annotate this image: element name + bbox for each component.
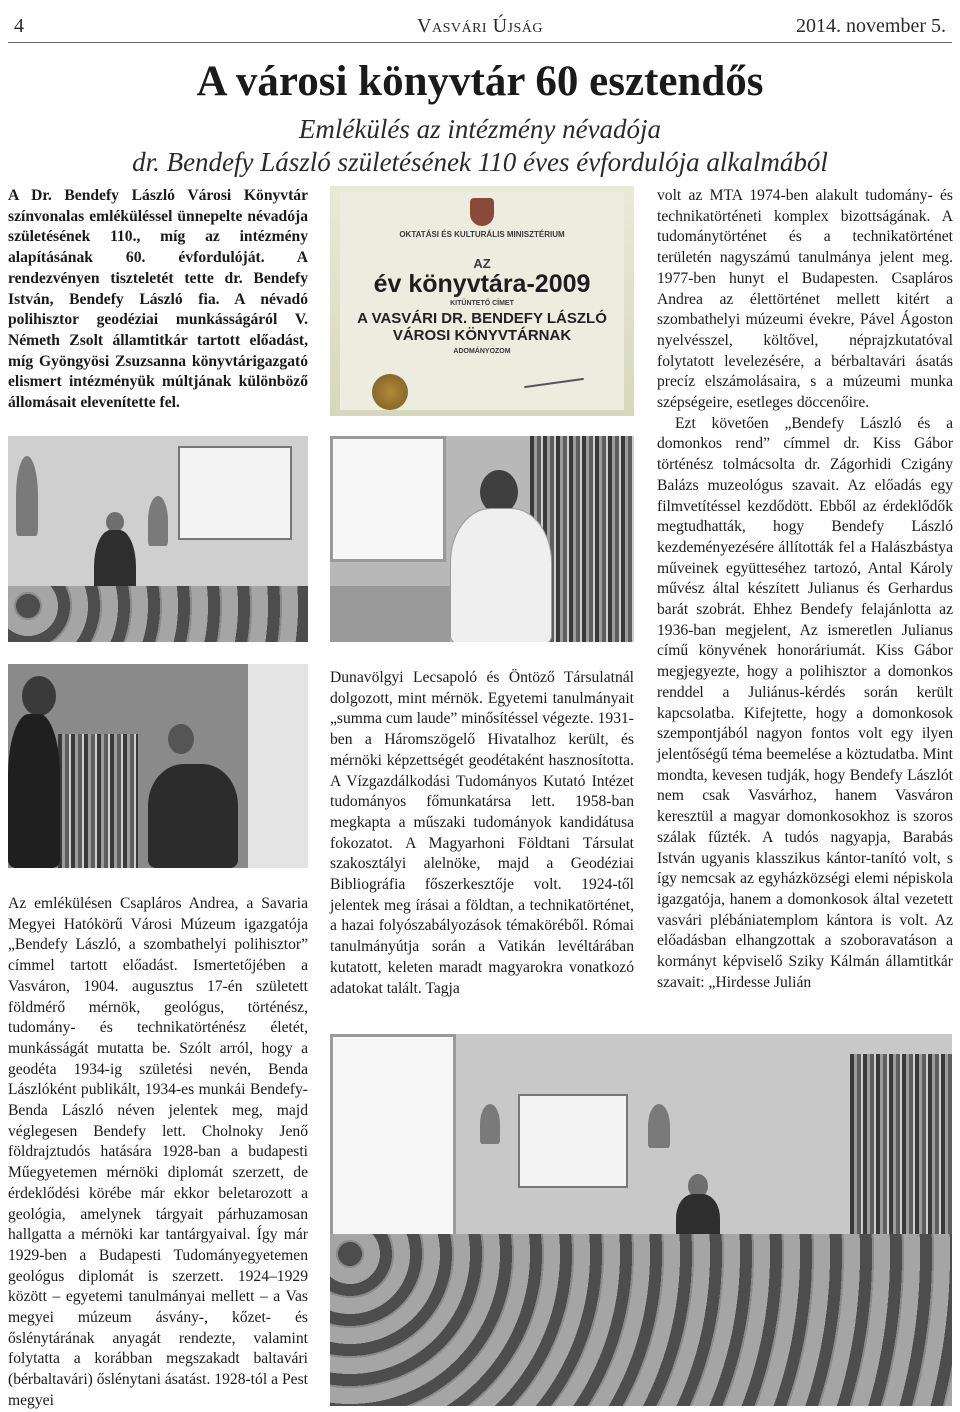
signature bbox=[524, 378, 584, 388]
photo-certificate bbox=[330, 186, 634, 416]
column-3-body bbox=[657, 186, 953, 993]
certificate-library: A VASVÁRI DR. BENDEFY LÁSZLÓ VÁROSI KÖNYVTÁRNAK bbox=[357, 310, 607, 344]
audience bbox=[8, 586, 308, 642]
article-title: A városi könyvtár 60 esztendős bbox=[196, 58, 764, 105]
certificate-ministry: OKTATÁSI ÉS KULTURÁLIS MINISZTÉRIUM bbox=[399, 230, 565, 239]
certificate-adomanyozom: ADOMÁNYOZOM bbox=[453, 348, 511, 355]
certificate-az: AZ bbox=[473, 256, 491, 271]
column-3-paragraph-1: volt az MTA 1974-ben alakult tudomány- és technikatörténeti komplex bizottságának. A tudománytörténet és a technikatörténet területén nagyszámú tanulmánya jelent meg. 1977-ben hunyt el Budapesten. Csapláros Andrea az élettörténet mellett kitért a szombathelyi múzeumi évekre, Pável Ágoston nyelvésszel, költővel, néprajzkutatóval folytatott levelezésére, a bérbaltavári ásatás precíz elszámolásaira, s a múzeumi munka szépségeire, esetleges döccenőire. bbox=[657, 187, 953, 412]
article-subtitle-line-1: Emlékülés az intézmény névadója bbox=[298, 114, 662, 144]
certificate-award: év könyvtára-2009 bbox=[373, 270, 591, 298]
photo-archival-bookshelf bbox=[8, 664, 308, 868]
man-reading bbox=[148, 764, 238, 868]
bookshelf bbox=[58, 734, 138, 868]
window bbox=[330, 436, 446, 562]
photo-library-event bbox=[330, 1034, 952, 1406]
page-number: 4 bbox=[14, 15, 24, 37]
newspaper-name: Vasvári Újság bbox=[417, 15, 543, 37]
column-3-paragraph-2: Ezt követően „Bendefy László és a domonkos rend” címmel dr. Kiss Gábor történész tolmácsolta dr. Zágorhidi Czigány Balázs muzeológus szavait. Az előadás egy filmvetítéssel kezdődött. Ebből az érdeklődők megtudhatták, hogy Bendefy László kezdeményezésére állították fel a Halászbástya műveinek együtteséhez tartozó, Antal Károly művész által készített Julianus és Gerhardus barát szobrát. Ehhez Bendefy felajánlotta az 1936-ban megjelent, Az ismeretlen Julianus című könyvének honoráriumát. Kiss Gábor megjegyezte, hogy a polihisztor a domonkos renddel a Juliánus-kérdés során került kapcsolatba. Kifejtette, hogy a domonkosok szempontjából nagyon fontos volt egy ilyen jelentőségű téma beemelése a köztudatba. Mint mondta, kevesen tudják, hogy Bendefy Lászlót nem csak Vasvárhoz, hanem Vasváron keresztül a magyar domonkosokhoz is szoros szálak fűzték. A tudós nagyapja, Barabás István ugyanis klasszikus kántor-tanító volt, s így nemcsak az egyházközségi elemi népiskola igazgatója, hanem a domonkosok által vezetett vasvári plébániatemplom kántora is volt. Az előadásban elhangzottak a szoboravatáson a kormányt képviselő Sziky Kálmán államtitkár szavait: „Hirdesse Julián bbox=[657, 414, 953, 991]
projection-screen bbox=[178, 446, 292, 540]
photo-speaker-presentation bbox=[8, 436, 308, 642]
certificate-kituntet: KITÜNTETŐ CÍMET bbox=[450, 300, 514, 307]
issue-date: 2014. november 5. bbox=[796, 15, 946, 37]
window-left bbox=[330, 1034, 456, 1260]
seated-speaker-figure bbox=[450, 508, 552, 642]
coat-of-arms-icon bbox=[470, 198, 494, 226]
column-1-body: Az emlékülésen Csapláros Andrea, a Savaria Megyei Hatókörű Városi Múzeum igazgatója „Bendefy László, a szombathelyi polihisztor” címmel tartott előadást. Ismertetőjében a Vasváron, 1904. augusztus 17-én született földmérő mérnök, geológus, történész, tudomány- és technikatörténész életét, munkásságát mutatta be. Szólt arról, hogy a geodéta 1934-ig születési nevén, Benda Lászlóként publikált, 1934-es munkái Bendefy-Benda László néven jelentek meg, majd véglegesen Bendefy lett. Cholnoky Jenő földrajztudós hatására 1928-ban a budapesti Műegyetemen mérnöki diplomát szerzett, de érdeklődési körébe már ekkor beletarozott a geológia, amelynek tárgyait párhuzamosan hallgatta a mérnöki kar tantárgyaival. Így már 1929-ben a Budapesti Tudományegyetemen geológus diplomát is szerzett. 1924–1929 között – egyetemi tanulmányai mellett – a Vas megyei múzeum ásvány-, kőzet- és őslénytárának anyagát rendezte, valamint folytatta a korábban megszakadt baltavári (bérbaltavári) őslénytani ásatást. 1928-tól a Pest megyei bbox=[8, 895, 308, 1409]
article-lead: A Dr. Bendefy László Városi Könyvtár színvonalas emléküléssel ünnepelte névadója születésének 110., míg az intézmény alapításának 60. évfordulóját. A rendezvényen tiszteletét tette dr. Bendefy István, Bendefy László fia. A névadó polihisztor geodéziai munkásságáról V. Németh Zsolt államtitkár tartott előadást, míg Gyöngyösi Zsuzsanna könyvtárigazgató elismert intézményük múltjának különböző állomásait elevenítette fel. bbox=[8, 187, 308, 412]
projection-screen bbox=[518, 1094, 628, 1188]
article-subtitle-line-2: dr. Bendefy László születésének 110 éves évfordulója alkalmából bbox=[132, 147, 828, 177]
audience bbox=[330, 1234, 952, 1406]
seal-icon bbox=[372, 374, 408, 410]
header-rule bbox=[8, 42, 952, 43]
column-2-body: Dunavölgyi Lecsapoló és Öntöző Társulatnál dolgozott, mint mérnök. Egyetemi tanulmányait „summa cum laude” minősítéssel végezte. 1931-ben a Háromszögelő Hivatalhoz került, és mérnöki képzettségét geodétaként hasznosította. A Vízgazdálkodási Tudományos Kutató Intézet tudományos főmunkatársa lett. 1958-ban megkapta a műszaki tudományok kandidátusa fokozatot. A Magyarhoni Földtani Társulat szakosztályi alelnöke, majd a Geodéziai Bibliográfia főszerkesztője volt. 1924-től jelentek meg írásai a földtan, a technikatörténet, a hazai folyószabályozások témaköréből. Római tanulmányútja során a Vatikán levéltárában kutatott, keleten maradt magyarokra vonatkozó adatokat talált. Tagja bbox=[330, 669, 634, 997]
photo-seated-speaker bbox=[330, 436, 634, 642]
